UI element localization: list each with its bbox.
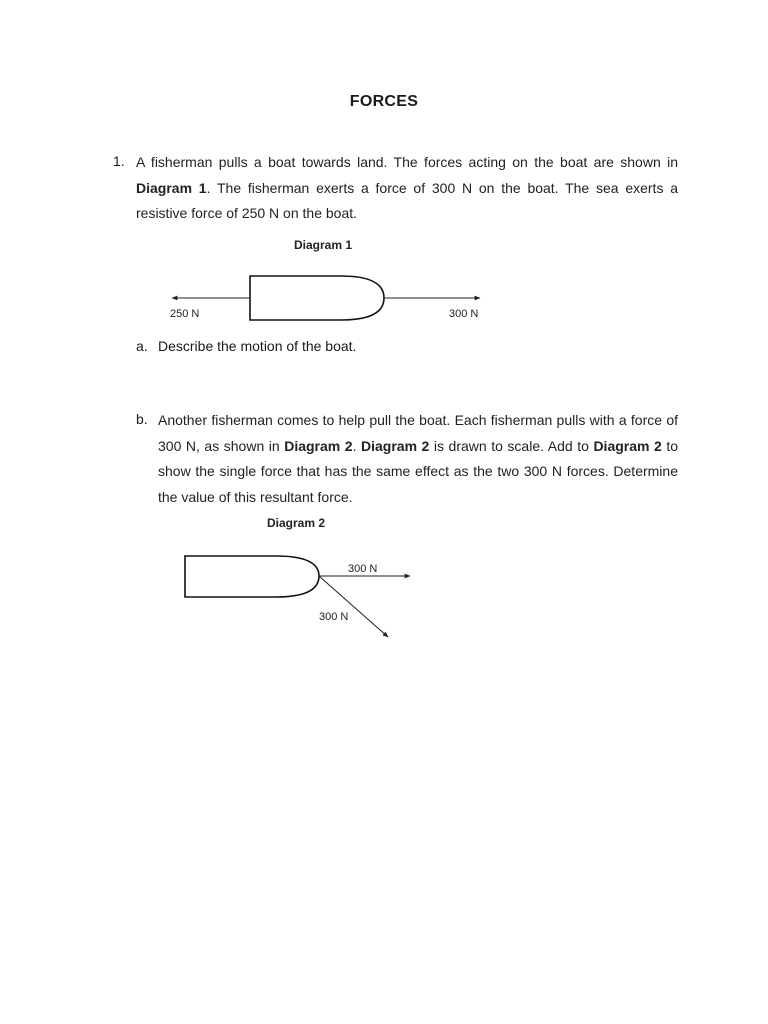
question-1-text: A fisherman pulls a boat towards land. The forces acting on the boat are shown in Diagram 1. The fisherman exerts a force of 300 N on the boat. The sea exerts a resistive force of 250 N on the boat. xyxy=(136,154,678,221)
diagram-2-ref: Diagram 2 xyxy=(593,437,662,454)
label-300n-horizontal: 300 N xyxy=(348,563,378,575)
page-title: FORCES xyxy=(349,93,419,110)
label-250n: 250 N xyxy=(170,308,200,320)
diagram-2-ref: Diagram 2 xyxy=(284,437,353,454)
diagram-1 xyxy=(170,276,480,320)
diagram-1-ref: Diagram 1 xyxy=(136,179,207,196)
diagram-2-ref: Diagram 2 xyxy=(361,437,430,454)
diagram-1-caption: Diagram 1 xyxy=(294,238,353,252)
part-a-label: a. xyxy=(136,338,148,354)
diagram-2-caption: Diagram 2 xyxy=(267,516,326,530)
question-number: 1. xyxy=(113,153,125,169)
force-arrow-diagonal-300n xyxy=(319,576,388,637)
label-300n-right: 300 N xyxy=(449,308,479,320)
part-b-text: Another fisherman comes to help pull the boat. Each fisherman pulls with a force of 300 N, as shown in Diagram 2. Diagram 2 is drawn to scale. Add to Diagram 2 to show the single force that has the same effect as the two 300 N forces. Determine the value of this resultant force. xyxy=(158,412,679,505)
label-300n-diagonal: 300 N xyxy=(319,611,349,623)
part-a-text: Describe the motion of the boat. xyxy=(158,338,357,354)
diagram-2 xyxy=(185,556,410,637)
part-b-label: b. xyxy=(136,411,148,427)
boat-2-hull xyxy=(185,556,319,597)
boat-1-hull xyxy=(250,276,384,320)
